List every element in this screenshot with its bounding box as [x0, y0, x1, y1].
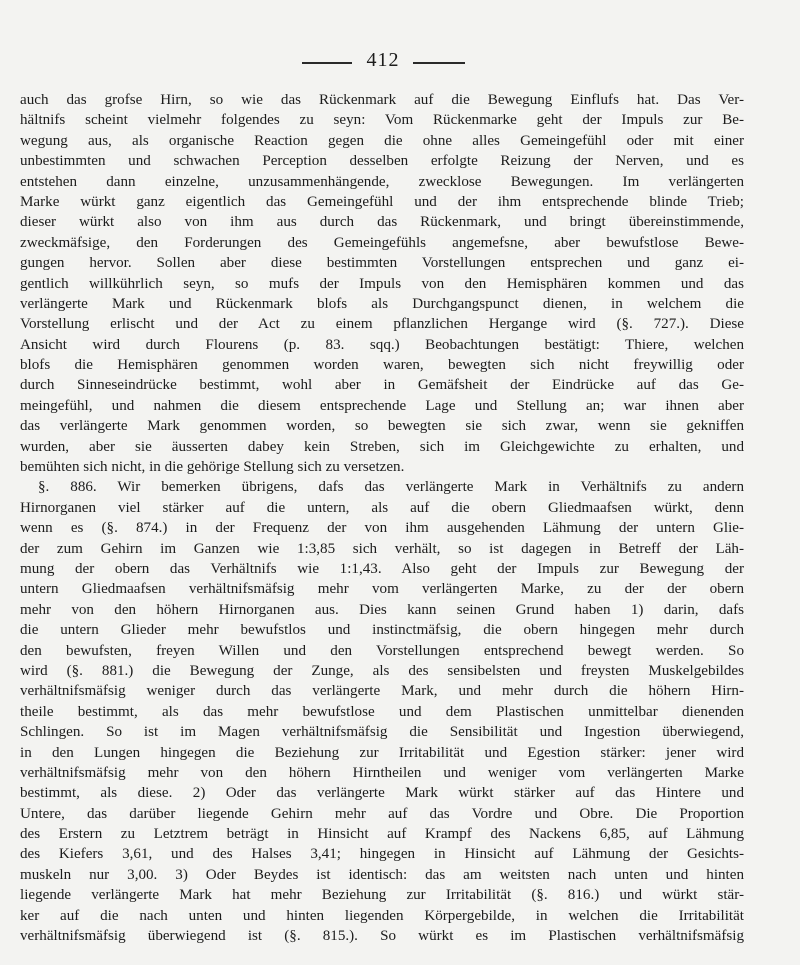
- header-rule-right: [413, 62, 465, 64]
- text-line: blofs die Hemisphären genommen worden waren, bewegten sich nicht freywillig oder: [20, 357, 744, 374]
- text-line: der zum Gehirn im Ganzen wie 1:3,85 sich verhält, so ist dagegen in Betreff der Läh-: [20, 540, 744, 557]
- text-line: verhältnifsmäfsig überwiegend ist (§. 815.). So würkt es im Plastischen verhältnifsmäfsig: [20, 928, 744, 945]
- text-line: dieser würkt also von ihm aus durch das Rückenmark, und bringt übereinstimmende,: [20, 214, 744, 231]
- text-line: bemühten sich nicht, in die gehörige Stellung sich zu versetzen.: [20, 459, 405, 476]
- text-line: Untere, das darüber liegende Gehirn mehr auf das Vordre und Obre. Die Proportion: [20, 805, 744, 822]
- text-line: wegung aus, als organische Reaction gegen die ohne alles Gemeingefühl oder mit einer: [20, 132, 744, 149]
- text-line: bestimmt, als diese. 2) Oder das verlängerte Mark würkt stärker auf das Hintere und: [20, 785, 744, 802]
- page-header: [0, 46, 800, 76]
- text-line: Ansicht wird durch Flourens (p. 83. sqq.) Beobachtungen bestätigt: Thiere, welchen: [20, 336, 744, 353]
- text-line: wenn es (§. 874.) in der Frequenz der von ihm ausgehenden Lähmung der untern Glie-: [20, 520, 744, 537]
- text-line: wird (§. 881.) die Bewegung der Zunge, als des sensibelsten und freysten Muskelgebildes: [20, 662, 744, 679]
- text-line: hältnifs scheint vielmehr folgendes zu seyn: Vom Rückenmarke geht der Impuls zur Be-: [20, 112, 744, 129]
- text-line: Hirnorganen viel stärker auf die untern, als auf die obern Gliedmaafsen würkt, denn: [20, 499, 744, 516]
- text-line: Vorstellung erlischt und der Act zu einem pflanzlichen Hergange wird (§. 727.). Diese: [20, 316, 744, 333]
- text-line: verlängerte Mark und Rückenmark blofs als Durchgangspunct dienen, in welchem die: [20, 295, 744, 312]
- header-rule-left: [302, 62, 352, 64]
- page-number: 412: [366, 49, 400, 71]
- text-line: auch das grofse Hirn, so wie das Rückenmark auf die Bewegung Einflufs hat. Das Ver-: [20, 92, 744, 108]
- text-line: das verlängerte Mark genommen worden, so bewegten sie sich zwar, wenn sie gekniffen: [20, 418, 744, 435]
- text-line: §. 886. Wir bemerken übrigens, dafs das verlängerte Mark in Verhältnifs zu andern: [38, 479, 744, 496]
- text-line: durch Sinneseindrücke bestimmt, wohl aber in Gemäfsheit der Eindrücke auf das Ge-: [20, 377, 744, 394]
- text-line: mung der obern das Verhältnifs wie 1:1,43. Also geht der Impuls zur Bewegung der: [20, 560, 744, 577]
- text-line: zweckmäfsige, den Forderungen des Gemeingefühls angemefsne, aber bewufstlose Bewe-: [20, 234, 744, 251]
- text-line: muskeln nur 3,00. 3) Oder Beydes ist identisch: das am weitsten nach unten und hinten: [20, 866, 744, 883]
- text-line: theile bestimmt, als das mehr bewufstlose und dem Plastischen unmittelbar dienenden: [20, 703, 744, 720]
- text-line: des Erstern zu Letztrem beträgt in Hinsicht auf Krampf des Nackens 6,85, auf Lähmung: [20, 826, 744, 843]
- text-line: gungen hervor. Sollen aber diese bestimmten Vorstellungen entsprechen und ganz ei-: [20, 255, 744, 272]
- text-line: in den Lungen hingegen die Beziehung zur Irritabilität und Egestion stärker: jener wird: [20, 744, 744, 761]
- body-text: [20, 90, 744, 946]
- text-line: liegende verlängerte Mark hat mehr Beziehung zur Irritabilität (§. 816.) und würkt stär-: [20, 887, 744, 904]
- text-line: des Kiefers 3,61, und des Halses 3,41; hingegen in Hinsicht auf Lähmung der Gesichts-: [20, 846, 744, 863]
- text-line: mehr von den höhern Hirnorganen aus. Dies kann seinen Grund haben 1) darin, dafs: [20, 601, 744, 618]
- text-line: verhältnifsmäfsig mehr von den höhern Hirntheilen und weniger vom verlängerten Marke: [20, 764, 744, 781]
- text-line: Schlingen. So ist im Magen verhältnifsmäfsig die Sensibilität und Ingestion überwiegend,: [20, 724, 744, 741]
- text-line: die untern Glieder mehr bewufstlos und instinctmäfsig, die obern hingegen mehr durch: [20, 622, 744, 639]
- text-line: entstehen dann einzelne, unzusammenhängende, zwecklose Bewegungen. Im verlängerten: [20, 173, 744, 190]
- text-line: den bewufsten, freyen Willen und den Vorstellungen entsprechend bewegt werden. So: [20, 642, 744, 659]
- text-line: verhältnifsmäfsig weniger durch das verlängerte Mark, und mehr durch die höhern Hirn-: [20, 683, 744, 700]
- text-line: gentlich willkührlich seyn, so mufs der Impuls von den Hemisphären kommen und das: [20, 275, 744, 292]
- text-line: ker auf die nach unten und hinten liegenden Körpergebilde, in welchen die Irritabilität: [20, 907, 744, 924]
- text-line: Marke würkt ganz eigentlich das Gemeingefühl und der ihm entsprechende blinde Trieb;: [20, 193, 744, 210]
- text-line: unbestimmten und schwachen Perception desselben erfolgte Reizung der Nerven, und es: [20, 153, 744, 170]
- text-line: meingefühl, und nahmen die diesem entsprechende Lage und Stellung an; war ihnen aber: [20, 397, 744, 414]
- text-line: wurden, aber sie äusserten dabey kein Streben, sich im Gleichgewichte zu erhalten, und: [20, 438, 744, 455]
- text-line: untern Gliedmaafsen verhältnifsmäfsig mehr vom verlängerten Marke, zu der der obern: [20, 581, 744, 598]
